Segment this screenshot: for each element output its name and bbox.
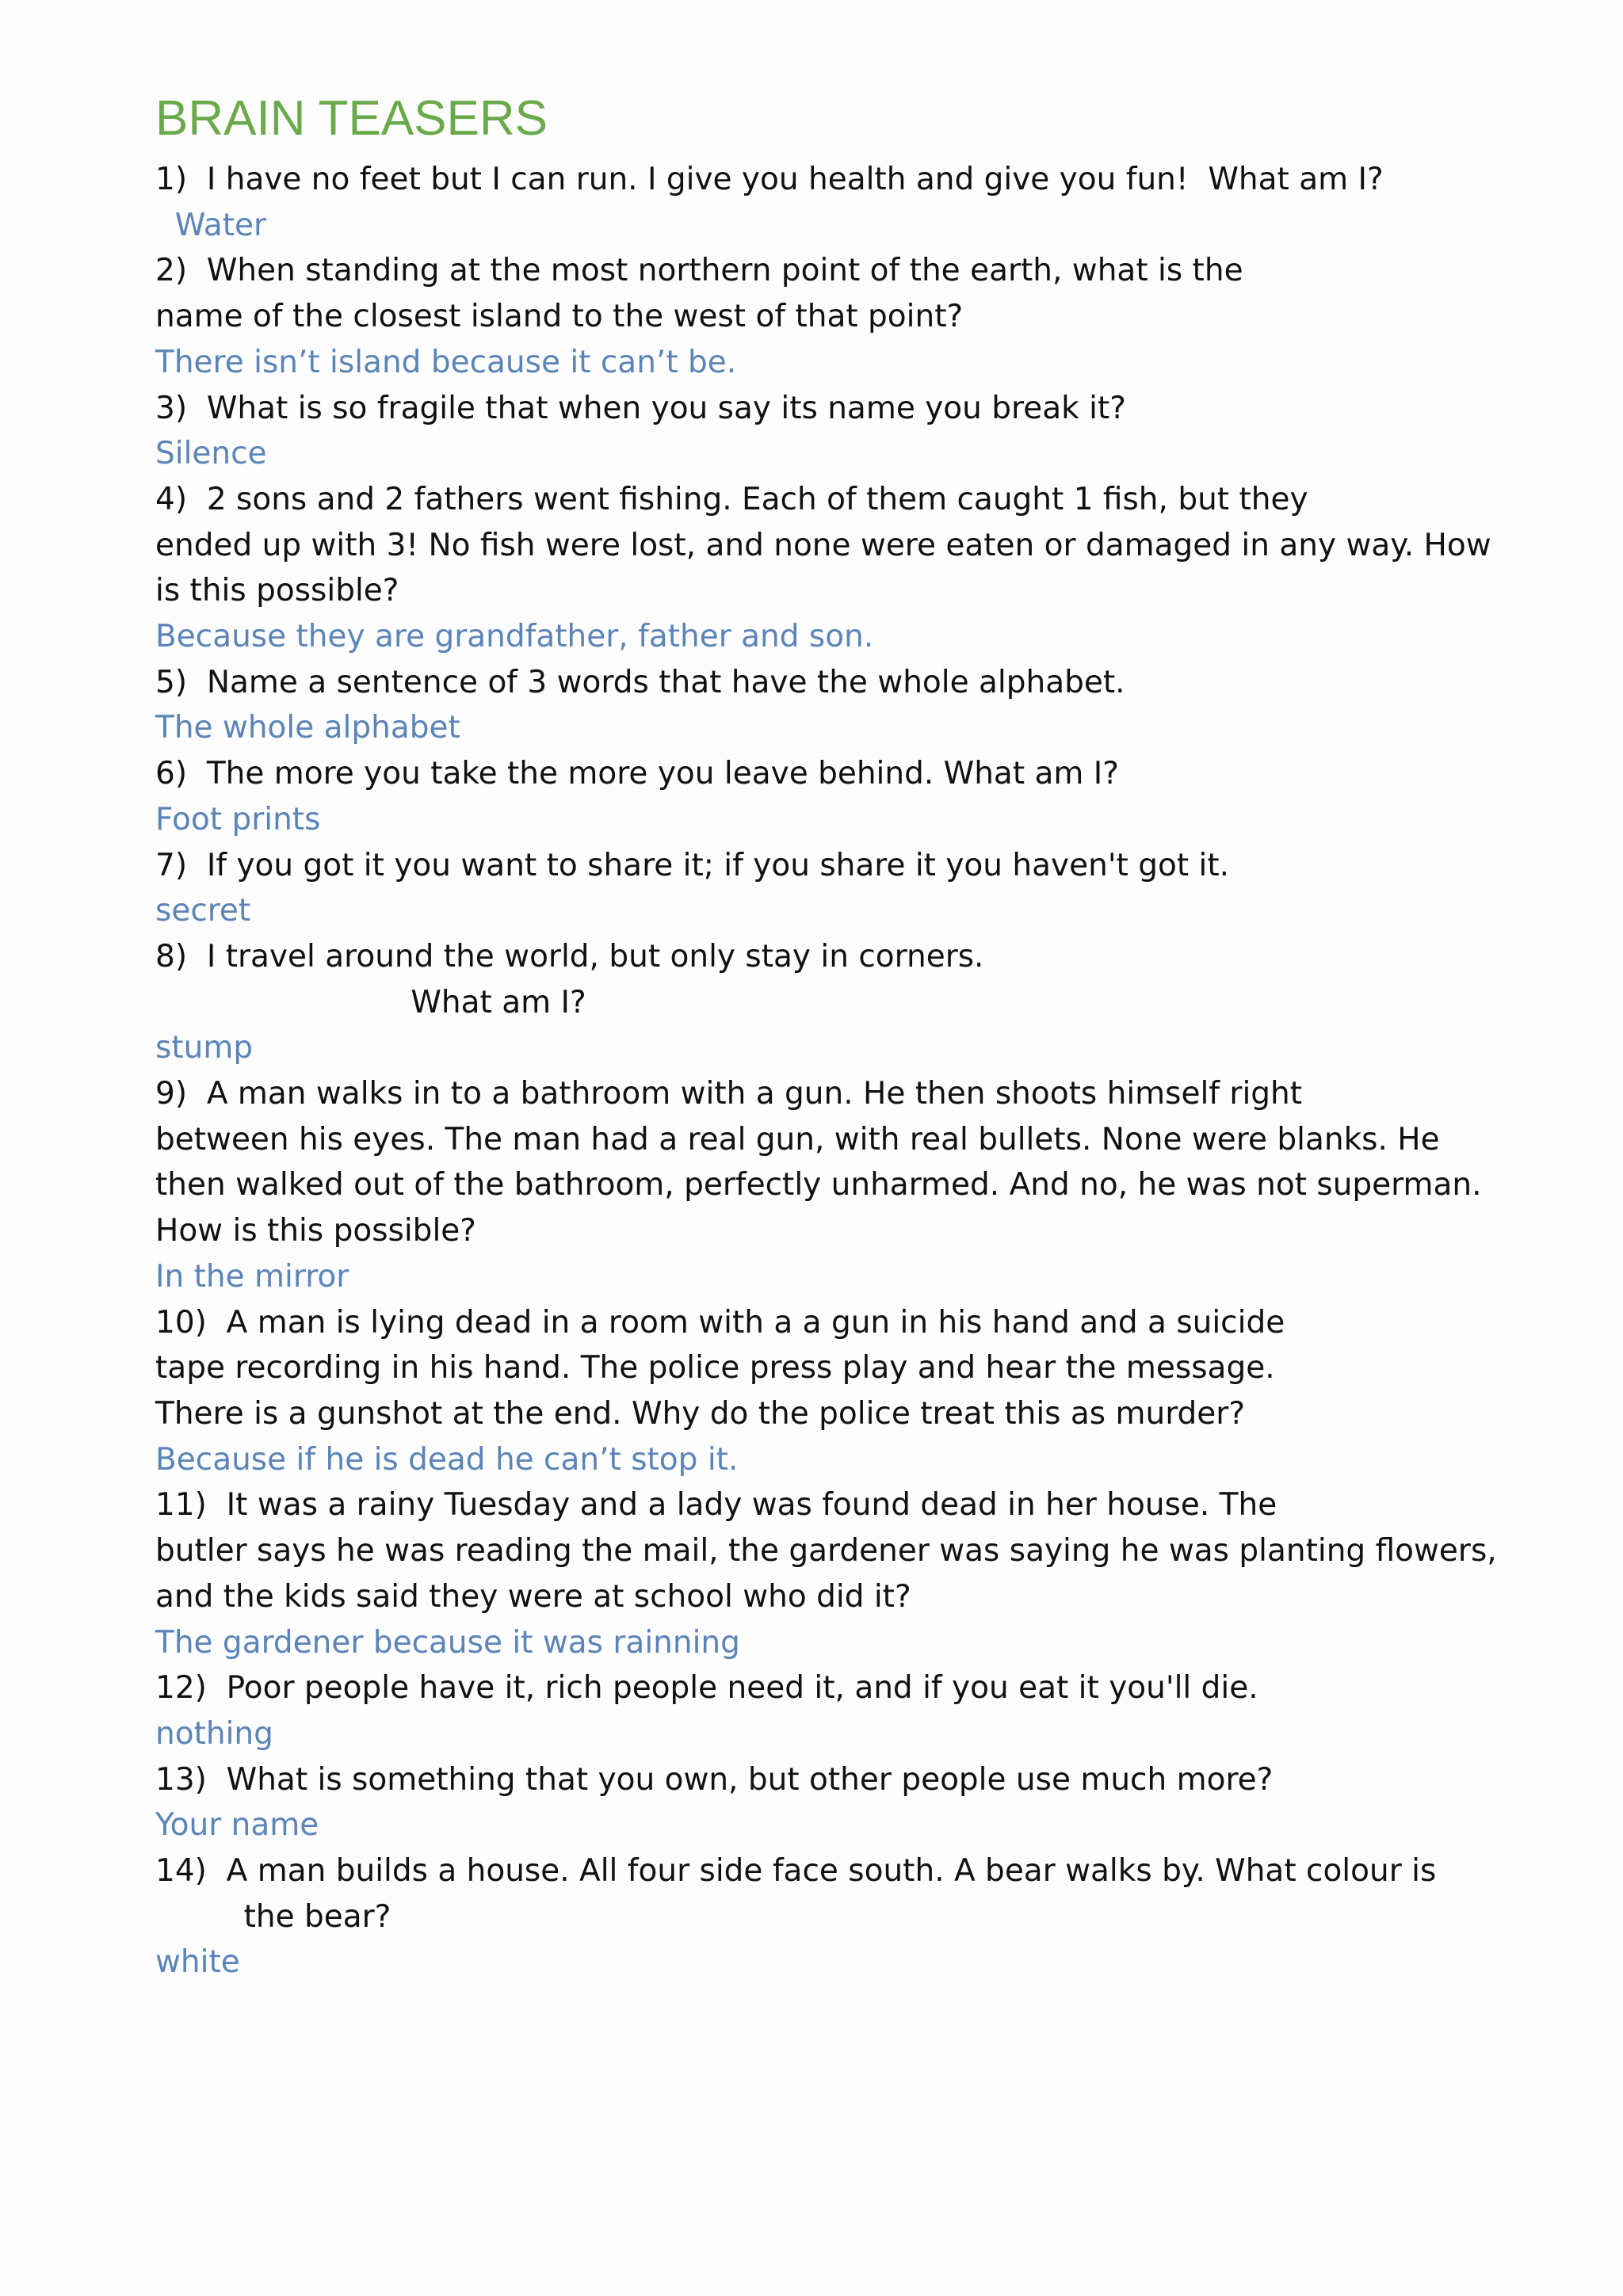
answer-line: The whole alphabet [155,710,460,746]
question-line: 12) Poor people have it, rich people need it, and if you eat it you'll die. [155,1670,1258,1707]
question-line: 10) A man is lying dead in a room with a a gun in his hand and a suicide [155,1304,1285,1341]
question-line: What am I? [155,984,586,1020]
question-line: 6) The more you take the more you leave behind. What am I? [155,756,1120,792]
answer-line: There isn’t island because it can’t be. [155,344,737,380]
question-line: 9) A man walks in to a bathroom with a gun. He then shoots himself right [155,1076,1303,1112]
answer-line: secret [155,893,251,929]
question-line: 4) 2 sons and 2 fathers went fishing. Each of them caught 1 fish, but they [155,481,1308,517]
question-line: ended up with 3! No fish were lost, and none were eaten or damaged in any way. How [155,527,1491,563]
document-content [155,86,1497,1985]
question-line: 1) I have no feet but I can run. I give you health and give you fun! What am I? [155,162,1384,197]
question-line: There is a gunshot at the end. Why do the police treat this as murder? [155,1395,1246,1432]
answer-line: stump [155,1030,254,1066]
answer-line: Because they are grandfather, father and son. [155,619,874,655]
question-line: How is this possible? [155,1213,476,1249]
question-line: 8) I travel around the world, but only stay in corners. [155,938,984,974]
question-line: the bear? [155,1898,391,1935]
answer-line: Water [155,207,267,243]
question-line: name of the closest island to the west of that point? [155,299,964,335]
answer-line: The gardener because it was rainning [155,1624,740,1661]
question-line: then walked out of the bathroom, perfectly unharmed. And no, he was not superman. [155,1167,1482,1203]
answer-line: white [155,1944,240,1981]
answer-line: Because if he is dead he can’t stop it. [155,1441,739,1478]
question-line: is this possible? [155,573,399,609]
answer-line: In the mirror [155,1258,349,1295]
question-line: 14) A man builds a house. All four side face south. A bear walks by. What colour is [155,1853,1437,1890]
teaser-list [155,157,1497,1985]
question-line: butler says he was reading the mail, the gardener was saying he was planting flowers, [155,1533,1497,1569]
question-line: between his eyes. The man had a real gun, with real bullets. None were blanks. He [155,1121,1440,1158]
page-title: BRAIN TEASERS [155,91,548,146]
answer-line: Silence [155,436,267,472]
answer-line: nothing [155,1715,273,1752]
question-line: 5) Name a sentence of 3 words that have the whole alphabet. [155,664,1125,700]
answer-line: Your name [155,1807,319,1844]
question-line: 7) If you got it you want to share it; if you share it you haven't got it. [155,847,1230,883]
question-line: 2) When standing at the most northern point of the earth, what is the [155,253,1243,289]
question-line: 11) It was a rainy Tuesday and a lady was found dead in her house. The [155,1487,1277,1524]
question-line: 13) What is something that you own, but other people use much more? [155,1761,1274,1798]
answer-line: Foot prints [155,801,321,837]
question-line: tape recording in his hand. The police press play and hear the message. [155,1350,1275,1386]
question-line: and the kids said they were at school who did it? [155,1578,911,1615]
question-line: 3) What is so fragile that when you say its name you break it? [155,390,1126,426]
